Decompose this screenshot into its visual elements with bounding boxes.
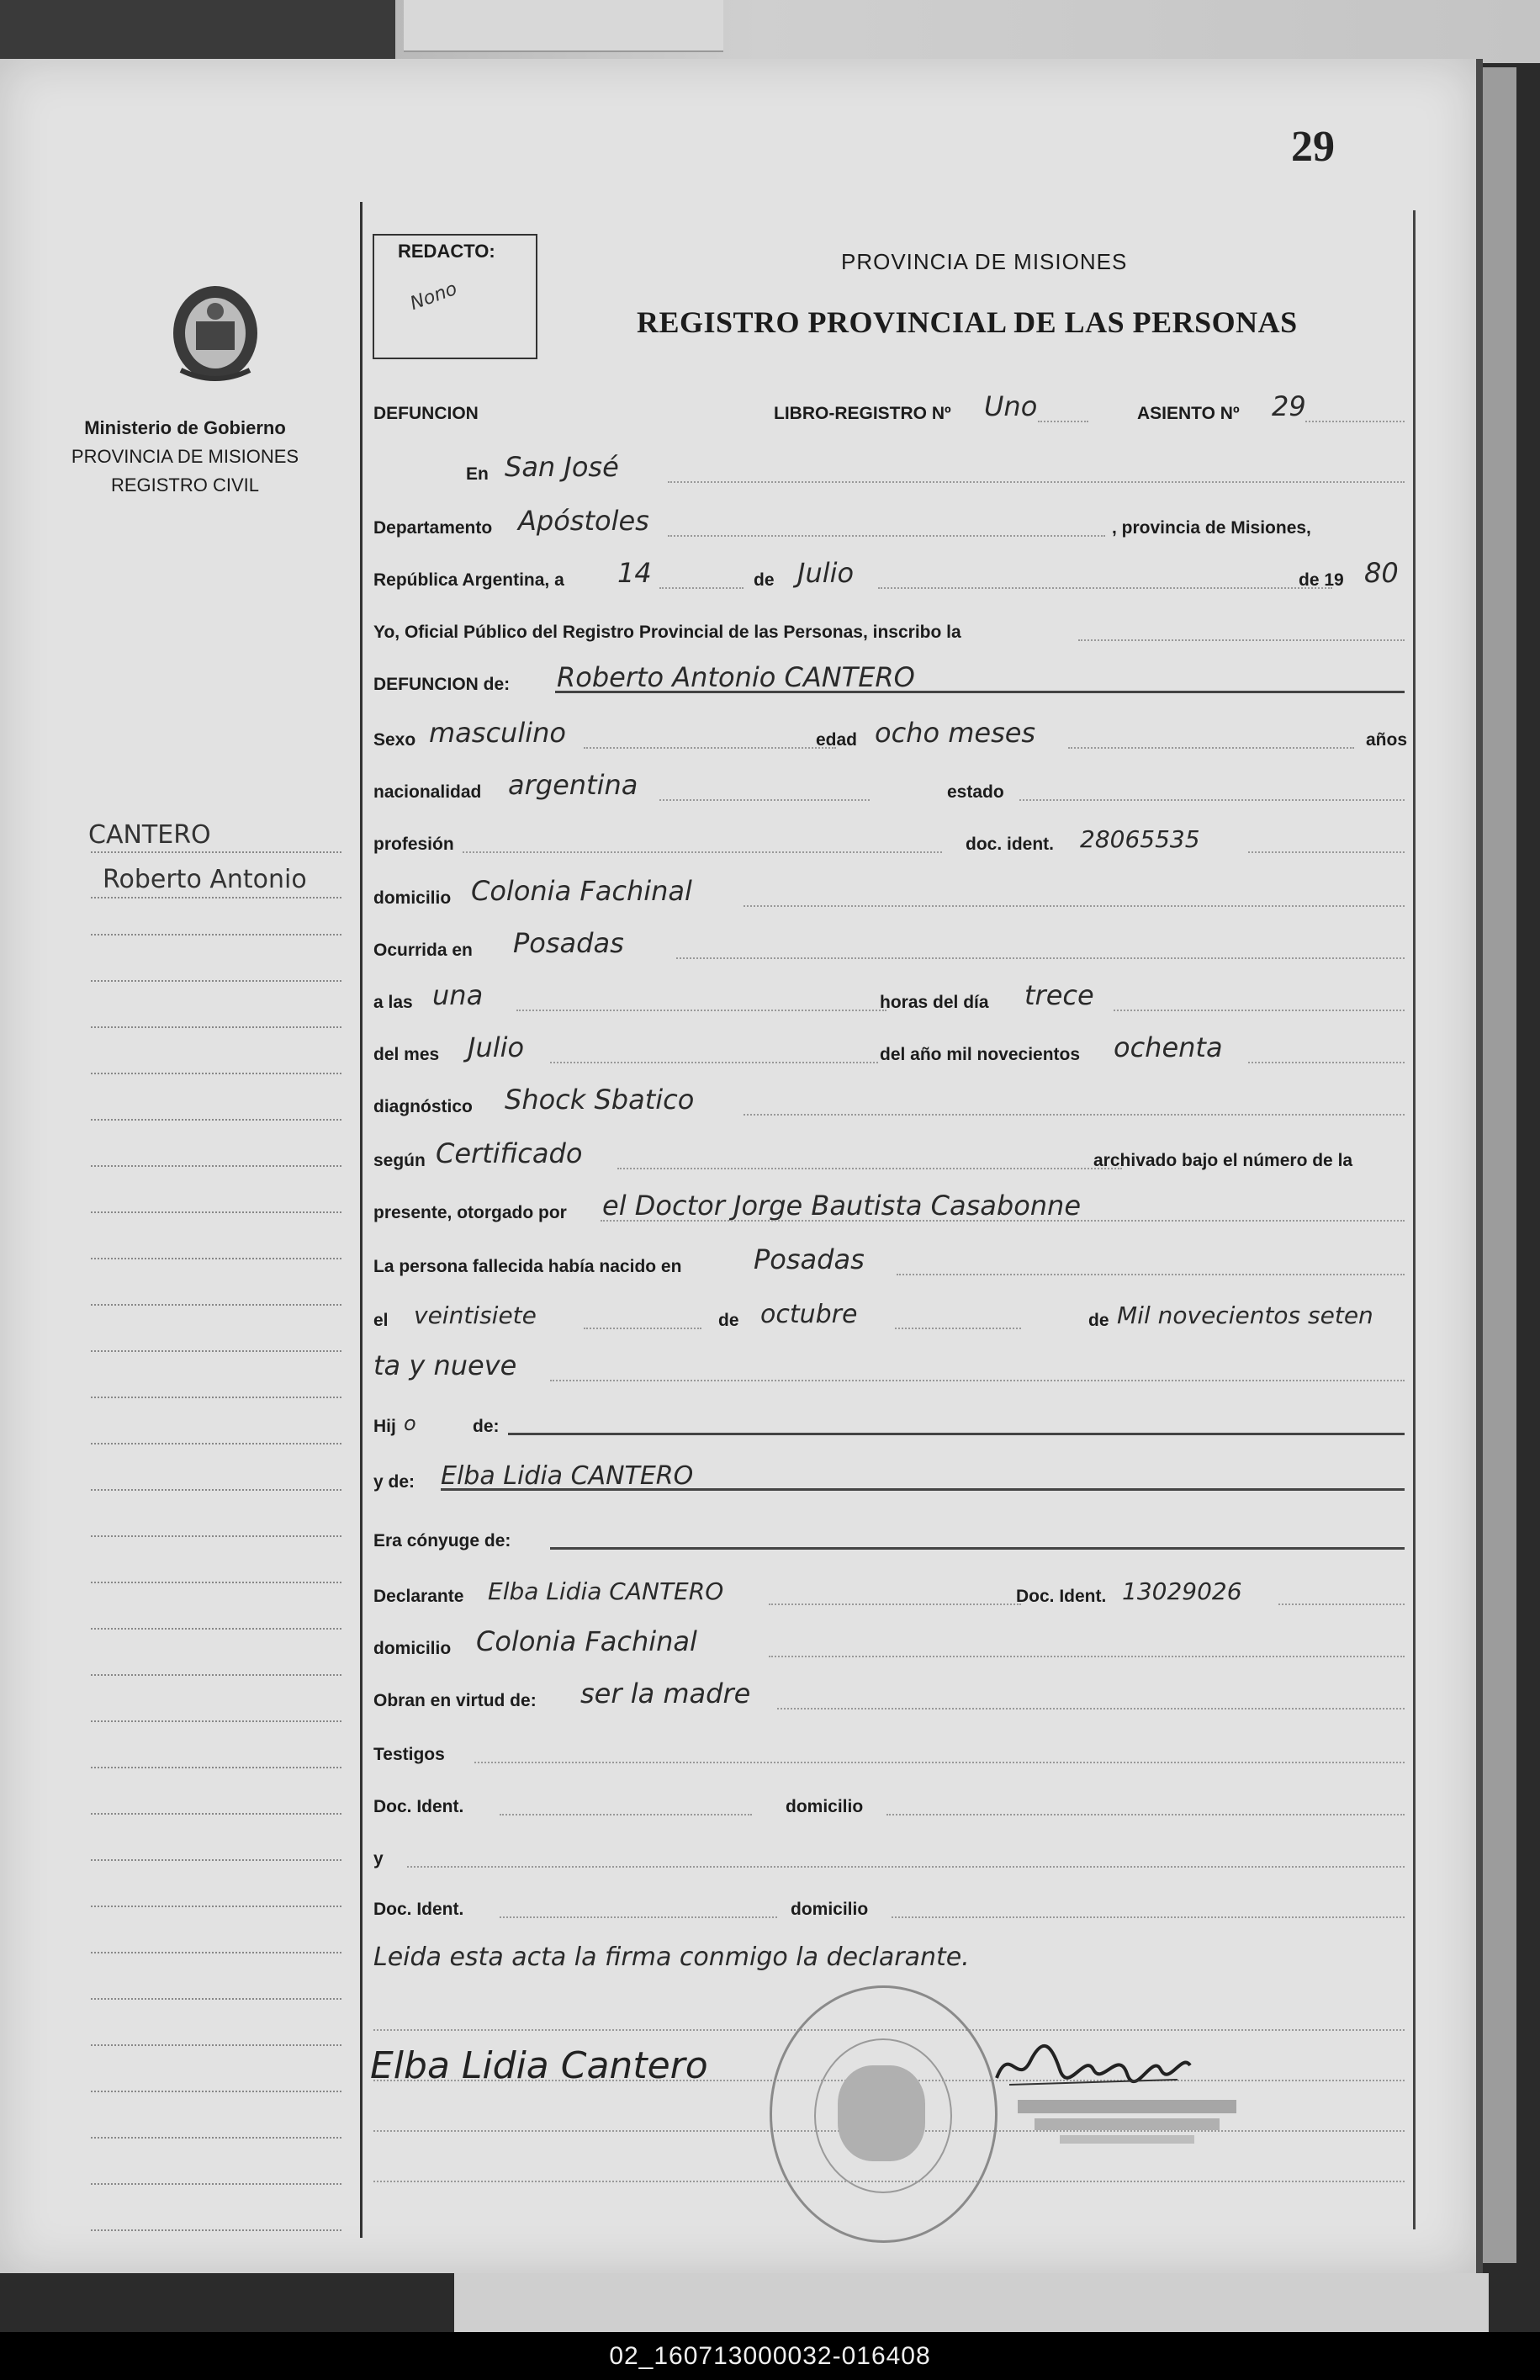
margin-line [91,1535,341,1537]
anios-label: años [1366,730,1408,750]
estado-label: estado [947,782,1004,802]
y-de-value: Elba Lidia CANTERO [441,1461,694,1491]
row-fecha-cont [373,1349,1405,1386]
doc-ident-label: doc. ident. [966,835,1054,854]
closing-value: Leida esta acta la firma conmigo la declarante. [373,1943,970,1972]
stamp-seal [838,2065,925,2161]
margin-line [91,1119,341,1121]
defuncion-label: DEFUNCION [373,404,479,423]
domicilio1-label: domicilio [786,1797,864,1816]
margin-line [91,2137,341,2139]
nacido-label: La persona fallecida había nacido en [373,1257,682,1276]
page-number: 29 [1291,123,1335,171]
margin-line [91,1628,341,1630]
testigos-label: Testigos [373,1745,445,1764]
margin-line [91,1674,341,1676]
de3-label: de [1088,1311,1109,1330]
margin-line [91,1304,341,1306]
row-hijo [373,1407,1405,1440]
margin-line [91,851,341,853]
row-declarante [373,1577,1405,1610]
nacionalidad-value: argentina [508,769,638,801]
row-nacionalidad [373,769,1405,806]
row-domicilio [373,875,1405,912]
margin-line [91,1397,341,1398]
libro-value: Uno [984,390,1038,422]
binder-edge [1483,67,1516,2263]
anio-value: 80 [1364,557,1399,589]
margin-given-name: Roberto Antonio [103,865,307,894]
margin-line [91,1350,341,1352]
margin-line [91,1165,341,1167]
diagnostico-label: diagnóstico [373,1097,473,1116]
margin-line [91,2183,341,2185]
de3-value: Mil novecientos seten [1117,1301,1373,1329]
delmes-label: del mes [373,1045,440,1064]
row-republica [373,557,1405,594]
mes-value: Julio [797,557,855,589]
provincia-label: , provincia de Misiones, [1112,518,1311,538]
declarante-doc-value: 13029026 [1122,1577,1242,1605]
image-caption: 02_160713000032-016408 [0,2332,1540,2380]
de2-value: octubre [760,1300,858,1329]
profesion-label: profesión [373,835,454,854]
presente-value: el Doctor Jorge Bautista Casabonne [602,1190,1082,1222]
officer-signature [992,2036,1194,2095]
margin-surname: CANTERO [88,820,211,850]
de-label: de [754,570,775,590]
conyuge-label: Era cónyuge de: [373,1531,511,1550]
doc-ident-value: 28065535 [1080,825,1200,853]
declarante-doc-label: Doc. Ident. [1016,1587,1107,1606]
stamp-line-2 [1035,2118,1220,2130]
stamp-line-1 [1018,2100,1236,2113]
nacionalidad-label: nacionalidad [373,782,482,802]
declarante-value: Elba Lidia CANTERO [488,1577,724,1605]
row-profesion [373,824,1405,858]
redacto-label: REDACTO: [398,241,495,262]
row-en [373,451,1405,488]
delanio-value: ochenta [1114,1031,1223,1063]
margin-line [91,1952,341,1953]
issuer-block [0,414,370,500]
row-nacido [373,1243,1405,1280]
edad-value: ocho meses [875,717,1036,749]
civil-registry-label: REGISTRO CIVIL [110,474,260,496]
margin-line [91,1859,341,1861]
diagnostico-value: Shock Sbatico [505,1084,695,1116]
row-sexo [373,717,1408,754]
margin-line [91,1582,341,1583]
alas-value: una [432,979,484,1011]
obran-value: ser la madre [580,1678,751,1709]
row-ocurrida [373,927,1405,964]
defuncion-de-value: Roberto Antonio CANTERO [557,661,915,693]
margin-line [91,897,341,898]
row-diagnostico [373,1084,1405,1121]
domicilio2-value: Colonia Fachinal [476,1625,697,1657]
row-y-de [373,1462,1405,1496]
delmes-value: Julio [468,1031,525,1063]
en-value: San José [505,451,619,483]
margin-line [91,1720,341,1722]
docid1-label: Doc. Ident. [373,1797,464,1816]
margin-line [91,934,341,936]
asiento-label: ASIENTO Nº [1137,404,1240,423]
row-presente [373,1190,1405,1227]
asiento-value: 29 [1272,390,1306,422]
row-testigo1 [373,1787,1405,1821]
ministerio-label: Ministerio de Gobierno [84,417,286,438]
margin-line [91,1258,341,1259]
declarante-label: Declarante [373,1587,464,1606]
row-fecha-nacimiento [373,1301,1405,1334]
dia-value: 14 [617,557,652,589]
margin-line [91,980,341,982]
y-label: y [373,1849,384,1868]
republica-label: República Argentina, a [373,570,564,590]
margin-divider [360,202,363,2238]
el-label: el [373,1311,389,1330]
domicilio-value: Colonia Fachinal [471,875,692,907]
coat-of-arms-icon [164,278,267,389]
redacto-value: Nono [407,278,460,315]
nacido-value: Posadas [754,1243,865,1275]
el-value: veintisiete [414,1301,537,1329]
fecha-cont-value: ta y nueve [373,1349,517,1381]
hijo-de-label: de: [473,1417,500,1436]
row-departamento [373,505,1405,542]
row-delmes [373,1031,1405,1068]
top-edge [0,0,1540,63]
departamento-label: Departamento [373,518,493,538]
sexo-label: Sexo [373,730,416,750]
margin-line [91,1073,341,1074]
ocurrida-value: Posadas [513,927,624,959]
anio-label: de 19 [1299,570,1344,590]
margin-line [91,1813,341,1815]
row-testigo2 [373,1890,1405,1923]
row-defuncion-de [373,661,1405,698]
margin-line [91,1026,341,1028]
row-obran [373,1678,1405,1715]
domicilio-label: domicilio [373,888,452,908]
margin-line [91,1489,341,1491]
official-stamp [770,1985,998,2243]
row-domicilio2 [373,1625,1405,1662]
defuncion-de-label: DEFUNCION de: [373,675,511,694]
row-conyuge [373,1521,1405,1555]
margin-line [91,1443,341,1444]
redacto-box [373,234,537,359]
archivado-label: archivado bajo el número de la [1093,1151,1353,1170]
horas-label: horas del día [880,993,989,1012]
declarante-signature: Elba Lidia Cantero [370,2044,708,2087]
segun-label: según [373,1151,426,1170]
row-hora [373,979,1405,1016]
yo-label: Yo, Oficial Público del Registro Provincial de las Personas, inscribo la [373,623,961,642]
officer-stamp-block [992,2095,1262,2149]
row-testigos [373,1735,1405,1768]
province-label: PROVINCIA DE MISIONES [71,446,299,467]
right-border-line [1413,210,1416,2229]
ocurrida-label: Ocurrida en [373,941,473,960]
margin-line [91,2044,341,2046]
margin-line [91,2091,341,2092]
en-label: En [466,464,489,484]
row-segun [373,1137,1405,1174]
de2-label: de [718,1311,739,1330]
edad-label: edad [816,730,858,750]
domicilio2b-label: domicilio [791,1900,869,1919]
page-bottom-edge [454,2273,1489,2332]
obran-label: Obran en virtud de: [373,1691,537,1710]
margin-line [91,1906,341,1907]
y-de-label: y de: [373,1472,415,1492]
margin-line [91,1211,341,1213]
docid2-label: Doc. Ident. [373,1900,464,1919]
horas-value: trece [1024,979,1094,1011]
alas-label: a las [373,993,413,1012]
margin-line [91,2229,341,2231]
hijo-label: Hij [373,1417,396,1436]
hijo-suffix: o [404,1412,416,1435]
row-yo [373,612,1405,646]
margin-line [91,1767,341,1768]
segun-value: Certificado [436,1137,583,1169]
departamento-value: Apóstoles [518,505,649,537]
row-y [373,1839,1405,1873]
page-behind [404,0,723,52]
sexo-value: masculino [429,717,566,749]
domicilio2-label: domicilio [373,1639,452,1658]
delanio-label: del año mil novecientos [880,1045,1081,1064]
header-registry: REGISTRO PROVINCIAL DE LAS PERSONAS [637,305,1298,339]
row-closing [373,1943,1405,1977]
libro-label: LIBRO-REGISTRO Nº [774,404,951,423]
row-defuncion-header [373,390,1405,427]
header-province: PROVINCIA DE MISIONES [841,249,1128,274]
margin-line [91,1998,341,2000]
stamp-line-3 [1060,2135,1194,2144]
presente-label: presente, otorgado por [373,1203,567,1222]
